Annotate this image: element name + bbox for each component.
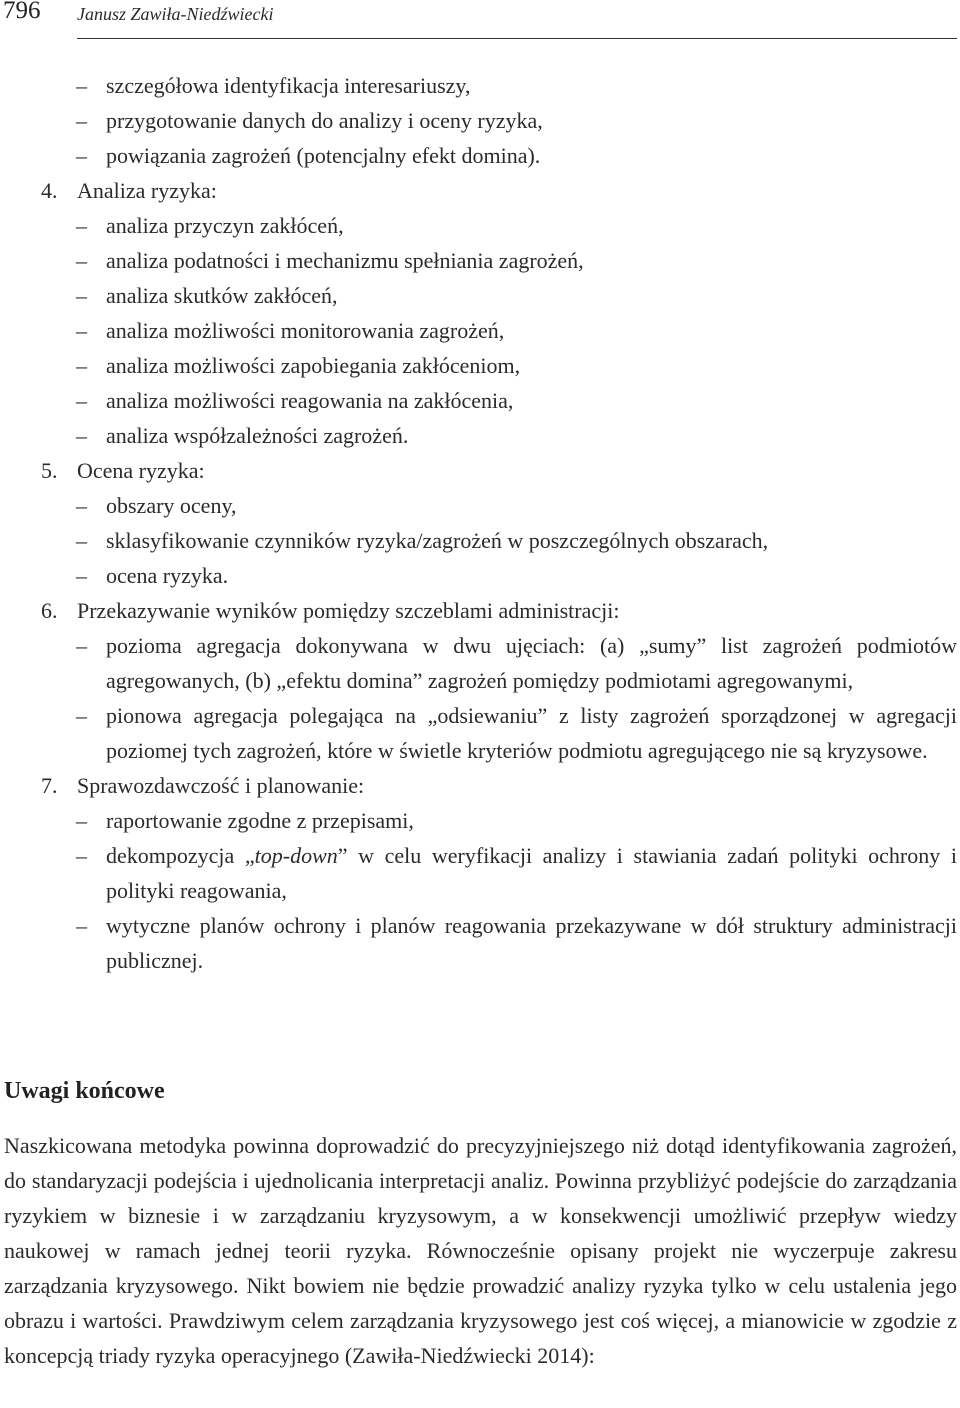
page-number: 796 bbox=[3, 0, 41, 24]
section-title: Analiza ryzyka: bbox=[77, 178, 217, 203]
list-item bbox=[0, 628, 960, 698]
dash-marker: – bbox=[76, 318, 87, 343]
list-item bbox=[0, 208, 960, 243]
section-number: 7. bbox=[41, 773, 58, 798]
list-item-text: analiza współzależności zagrożeń. bbox=[106, 423, 409, 448]
list-item-text: analiza możliwości zapobiegania zakłóceniom, bbox=[106, 353, 521, 378]
dash-marker: – bbox=[76, 633, 87, 658]
dash-marker: – bbox=[76, 808, 87, 833]
list-item bbox=[0, 418, 960, 453]
dash-marker: – bbox=[76, 703, 87, 728]
list-item bbox=[0, 383, 960, 418]
list-item-text-end: ” w celu weryfikacji analizy i stawiania zadań polityki ochrony i polityki reagowania, bbox=[106, 843, 957, 903]
list-item bbox=[0, 698, 960, 768]
dash-marker: – bbox=[76, 528, 87, 553]
list-item bbox=[0, 138, 960, 173]
list-item bbox=[0, 68, 960, 103]
list-item-text: raportowanie zgodne z przepisami, bbox=[106, 808, 414, 833]
section-4-heading bbox=[0, 173, 960, 208]
list-item-text: powiązania zagrożeń (potencjalny efekt domina). bbox=[106, 143, 541, 168]
closing-section-title: Uwagi końcowe bbox=[4, 1078, 165, 1104]
section-title: Przekazywanie wyników pomiędzy szczeblami administracji: bbox=[77, 598, 620, 623]
list-item-text: pozioma agregacja dokonywana w dwu ujęciach: (a) „sumy” list zagrożeń podmiotów agregowanych, (b) „efektu domina” zagrożeń pomiędzy podmiotami agregowanymi, bbox=[106, 633, 957, 693]
list-item bbox=[0, 523, 960, 558]
list-item bbox=[0, 278, 960, 313]
section-number: 4. bbox=[41, 178, 58, 203]
dash-marker: – bbox=[76, 213, 87, 238]
list-item bbox=[0, 803, 960, 838]
dash-marker: – bbox=[76, 423, 87, 448]
list-item-text: analiza przyczyn zakłóceń, bbox=[106, 213, 344, 238]
section-title: Sprawozdawczość i planowanie: bbox=[77, 773, 365, 798]
list-item bbox=[0, 838, 960, 908]
dash-marker: – bbox=[76, 843, 87, 868]
dash-marker: – bbox=[76, 73, 87, 98]
list-item bbox=[0, 488, 960, 523]
dash-marker: – bbox=[76, 913, 87, 938]
list-item-text: przygotowanie danych do analizy i oceny ryzyka, bbox=[106, 108, 543, 133]
dash-marker: – bbox=[76, 493, 87, 518]
list-item-text-start: dekompozycja „ bbox=[106, 843, 255, 868]
list-item-text: analiza skutków zakłóceń, bbox=[106, 283, 338, 308]
section-5-heading bbox=[0, 453, 960, 488]
section-number: 6. bbox=[41, 598, 58, 623]
page-header bbox=[0, 0, 960, 40]
methodology-list bbox=[0, 68, 960, 978]
list-item-text: sklasyfikowanie czynników ryzyka/zagrożeń w poszczególnych obszarach, bbox=[106, 528, 769, 553]
list-item-text: analiza możliwości monitorowania zagrożeń, bbox=[106, 318, 505, 343]
list-item bbox=[0, 103, 960, 138]
dash-marker: – bbox=[76, 563, 87, 588]
list-item bbox=[0, 348, 960, 383]
section-7-heading bbox=[0, 768, 960, 803]
dash-marker: – bbox=[76, 283, 87, 308]
dash-marker: – bbox=[76, 248, 87, 273]
list-item-text: analiza możliwości reagowania na zakłócenia, bbox=[106, 388, 514, 413]
list-item bbox=[0, 908, 960, 978]
list-item-text: wytyczne planów ochrony i planów reagowania przekazywane w dół struktury administracji publicznej. bbox=[106, 913, 957, 973]
section-number: 5. bbox=[41, 458, 58, 483]
header-rule bbox=[77, 38, 957, 39]
list-item-text: analiza podatności i mechanizmu spełniania zagrożeń, bbox=[106, 248, 584, 273]
dash-marker: – bbox=[76, 353, 87, 378]
list-item bbox=[0, 243, 960, 278]
dash-marker: – bbox=[76, 108, 87, 133]
dash-marker: – bbox=[76, 388, 87, 413]
list-item-italic-term: top-down bbox=[254, 843, 338, 868]
list-item bbox=[0, 558, 960, 593]
section-title: Ocena ryzyka: bbox=[77, 458, 205, 483]
section-6-heading bbox=[0, 593, 960, 628]
list-item-text: ocena ryzyka. bbox=[106, 563, 229, 588]
dash-marker: – bbox=[76, 143, 87, 168]
running-head: Janusz Zawiła-Niedźwiecki bbox=[77, 4, 274, 24]
list-item-text: pionowa agregacja polegająca na „odsiewaniu” z listy zagrożeń sporządzonej w agregacji poziomej tych zagrożeń, które w świetle kryteriów podmiotu agregującego nie są kryzysowe. bbox=[106, 703, 957, 763]
list-item-text: obszary oceny, bbox=[106, 493, 237, 518]
list-item-text: szczegółowa identyfikacja interesariuszy, bbox=[106, 73, 471, 98]
closing-paragraph: Naszkicowana metodyka powinna doprowadzić do precyzyjniejszego niż dotąd identyfikowania zagrożeń, do standaryzacji podejścia i ujednolicania interpretacji analiz. Powinna przybliżyć podejście do zarządzania ryzykiem w biznesie i w zarządzaniu kryzysowym, a w konsekwencji umożliwić przepływ wiedzy naukowej w ramach jednej teorii ryzyka. Równocześnie opisany projekt nie wyczerpuje zakresu zarządzania kryzysowego. Nikt bowiem nie będzie prowadzić analizy ryzyka tylko w celu ustalenia jego obrazu i wartości. Prawdziwym celem zarządzania kryzysowego jest coś więcej, a mianowicie w zgodzie z koncepcją triady ryzyka operacyjnego (Zawiła-Niedźwiecki 2014): bbox=[4, 1133, 957, 1368]
list-item bbox=[0, 313, 960, 348]
